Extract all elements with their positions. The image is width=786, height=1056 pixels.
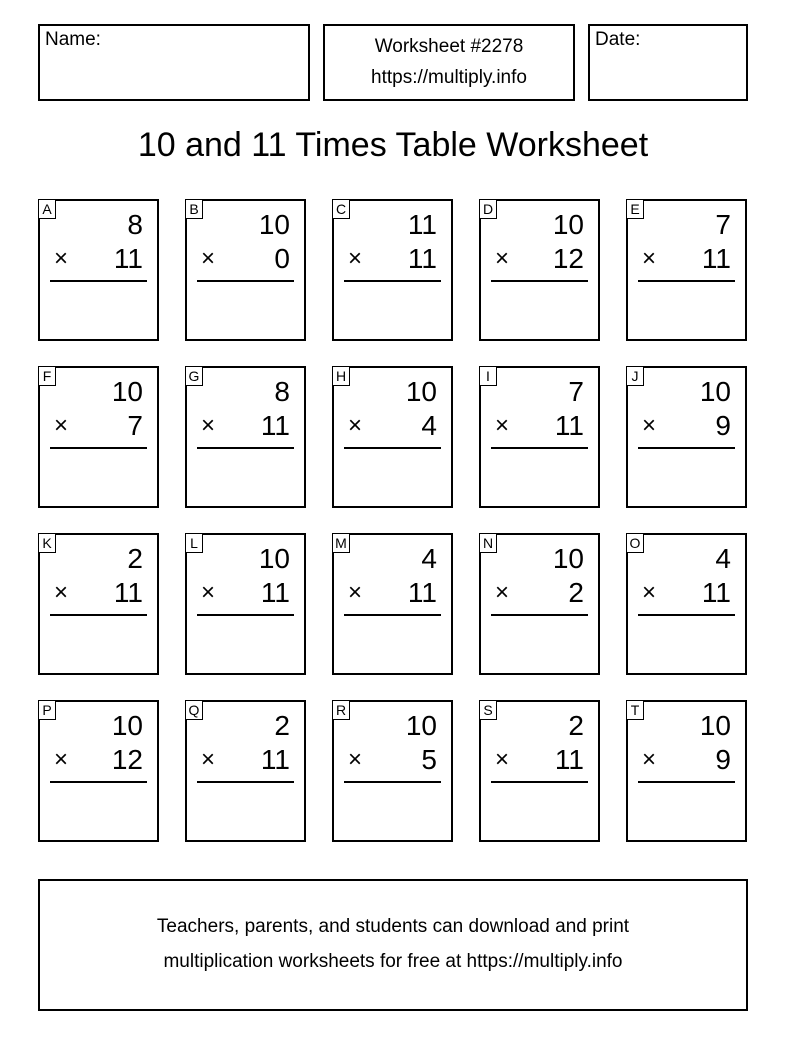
problem-card	[38, 366, 159, 508]
answer-line	[638, 614, 735, 616]
multiplier: 11	[554, 410, 584, 441]
multiplier: 11	[260, 744, 290, 775]
multiply-sign: ×	[495, 245, 510, 272]
multiplier: 11	[554, 744, 584, 775]
multiply-sign: ×	[642, 412, 657, 439]
multiplicand: 10	[699, 376, 731, 407]
multiply-sign: ×	[54, 579, 69, 606]
multiplier: 11	[701, 243, 731, 274]
worksheet-id-box	[323, 24, 575, 101]
multiply-sign: ×	[495, 412, 510, 439]
multiply-sign: ×	[348, 245, 363, 272]
problem-letter: H	[332, 366, 350, 386]
multiplier: 7	[127, 410, 143, 441]
footer-line-1: Teachers, parents, and students can download and print	[156, 916, 630, 937]
multiplier: 9	[715, 744, 731, 775]
multiplicand: 11	[407, 209, 437, 240]
multiplicand: 10	[258, 209, 290, 240]
problem-card	[185, 199, 306, 341]
multiplier: 11	[407, 577, 437, 608]
multiply-sign: ×	[201, 579, 216, 606]
multiplicand: 7	[568, 376, 584, 407]
multiply-sign: ×	[495, 746, 510, 773]
answer-line	[50, 280, 147, 282]
answer-line	[491, 447, 588, 449]
answer-line	[638, 781, 735, 783]
problem-letter: P	[38, 700, 56, 720]
multiply-sign: ×	[348, 579, 363, 606]
multiplicand: 10	[405, 710, 437, 741]
problem-letter: S	[479, 700, 497, 720]
answer-line	[344, 447, 441, 449]
problem-letter: R	[332, 700, 350, 720]
multiplicand: 10	[258, 543, 290, 574]
multiplier: 0	[274, 243, 290, 274]
multiplier: 2	[568, 577, 584, 608]
problem-card	[38, 700, 159, 842]
problem-card	[332, 199, 453, 341]
multiplicand: 4	[715, 543, 731, 574]
answer-line	[344, 781, 441, 783]
multiplicand: 10	[552, 543, 584, 574]
name-label: Name:	[45, 29, 101, 50]
problem-letter: G	[185, 366, 203, 386]
multiplicand: 10	[111, 710, 143, 741]
multiplier: 12	[111, 744, 143, 775]
problem-letter: K	[38, 533, 56, 553]
multiplicand: 8	[274, 376, 290, 407]
worksheet-url: https://multiply.info	[371, 67, 527, 88]
multiplicand: 2	[568, 710, 584, 741]
multiply-sign: ×	[642, 579, 657, 606]
answer-line	[50, 614, 147, 616]
page-title: 10 and 11 Times Table Worksheet	[137, 126, 649, 164]
problem-card	[332, 533, 453, 675]
multiplicand: 2	[274, 710, 290, 741]
answer-line	[50, 447, 147, 449]
multiplier: 12	[552, 243, 584, 274]
multiplicand: 4	[421, 543, 437, 574]
multiplicand: 10	[405, 376, 437, 407]
footer-line-2: multiplication worksheets for free at https://multiply.info	[163, 951, 623, 972]
problem-letter: I	[479, 366, 497, 386]
problem-card	[38, 533, 159, 675]
problem-card	[626, 366, 747, 508]
multiply-sign: ×	[54, 245, 69, 272]
problem-card	[479, 700, 600, 842]
problem-card	[479, 533, 600, 675]
answer-line	[50, 781, 147, 783]
answer-line	[491, 280, 588, 282]
multiply-sign: ×	[201, 412, 216, 439]
multiplier: 9	[715, 410, 731, 441]
date-field-box	[588, 24, 748, 101]
multiplier: 11	[260, 577, 290, 608]
multiplier: 11	[701, 577, 731, 608]
answer-line	[638, 447, 735, 449]
answer-line	[197, 280, 294, 282]
problem-letter: F	[38, 366, 56, 386]
problem-letter: Q	[185, 700, 203, 720]
answer-line	[197, 614, 294, 616]
multiply-sign: ×	[54, 412, 69, 439]
multiplier: 5	[421, 744, 437, 775]
answer-line	[491, 614, 588, 616]
multiplicand: 2	[127, 543, 143, 574]
multiplier: 11	[407, 243, 437, 274]
problem-letter: M	[332, 533, 350, 553]
multiplicand: 10	[699, 710, 731, 741]
problem-letter: N	[479, 533, 497, 553]
problem-letter: T	[626, 700, 644, 720]
problem-card	[626, 199, 747, 341]
answer-line	[197, 447, 294, 449]
problem-card	[626, 533, 747, 675]
multiplier: 11	[113, 243, 143, 274]
problem-letter: J	[626, 366, 644, 386]
problem-letter: E	[626, 199, 644, 219]
multiply-sign: ×	[495, 579, 510, 606]
problem-card	[479, 199, 600, 341]
multiply-sign: ×	[201, 746, 216, 773]
multiplier: 4	[421, 410, 437, 441]
problem-card	[479, 366, 600, 508]
answer-line	[638, 280, 735, 282]
multiply-sign: ×	[348, 746, 363, 773]
multiply-sign: ×	[201, 245, 216, 272]
problem-letter: D	[479, 199, 497, 219]
multiplicand: 10	[111, 376, 143, 407]
worksheet-number: Worksheet #2278	[374, 36, 524, 57]
problem-card	[38, 199, 159, 341]
problem-card	[332, 700, 453, 842]
problem-card	[185, 366, 306, 508]
answer-line	[344, 280, 441, 282]
problem-card	[185, 533, 306, 675]
problem-letter: O	[626, 533, 644, 553]
problem-letter: C	[332, 199, 350, 219]
problem-card	[332, 366, 453, 508]
problem-letter: B	[185, 199, 203, 219]
multiply-sign: ×	[642, 746, 657, 773]
multiply-sign: ×	[642, 245, 657, 272]
answer-line	[344, 614, 441, 616]
answer-line	[491, 781, 588, 783]
multiply-sign: ×	[54, 746, 69, 773]
answer-line	[197, 781, 294, 783]
problem-letter: L	[185, 533, 203, 553]
problem-card	[626, 700, 747, 842]
problem-letter: A	[38, 199, 56, 219]
date-label: Date:	[595, 29, 641, 50]
footer-box	[38, 879, 748, 1011]
problem-card	[185, 700, 306, 842]
name-field-box	[38, 24, 310, 101]
multiplier: 11	[113, 577, 143, 608]
multiplier: 11	[260, 410, 290, 441]
multiply-sign: ×	[348, 412, 363, 439]
multiplicand: 10	[552, 209, 584, 240]
multiplicand: 7	[715, 209, 731, 240]
multiplicand: 8	[127, 209, 143, 240]
